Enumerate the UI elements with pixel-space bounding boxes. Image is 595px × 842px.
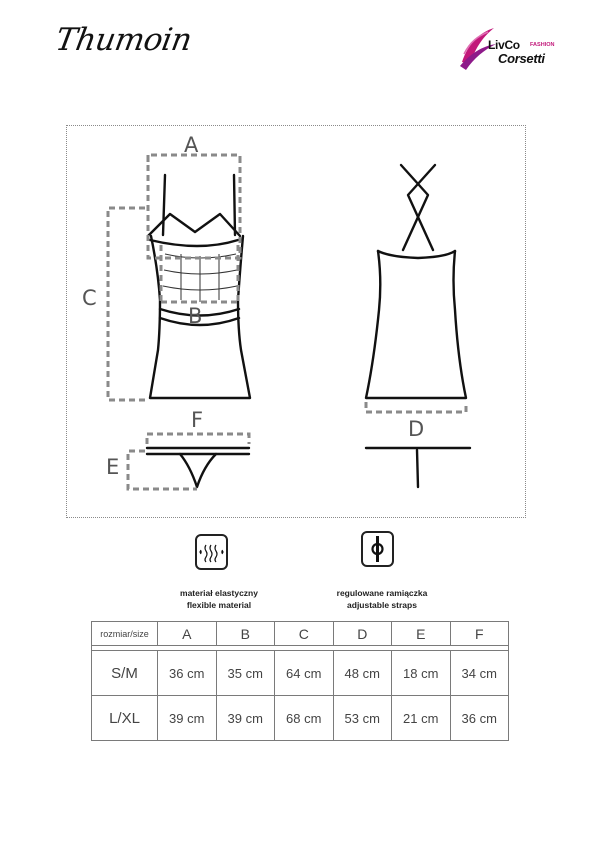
table-cell: 34 cm (450, 651, 509, 696)
table-row (92, 696, 509, 741)
table-cell: 48 cm (333, 651, 392, 696)
feature-caption-elastic (139, 587, 299, 611)
elastic-caption-en: flexible material (186, 600, 252, 610)
table-cell: 68 cm (275, 696, 334, 741)
table-cell: 21 cm (392, 696, 451, 741)
dimension-label-f: F (191, 408, 204, 432)
header-col-f: F (450, 622, 509, 646)
dimension-label-d: D (408, 417, 425, 441)
thong-drawing (147, 448, 249, 487)
header-col-d: D (333, 622, 392, 646)
header-col-b: B (216, 622, 275, 646)
product-name: Thumoin (52, 22, 195, 58)
straps-caption-en: adjustable straps (347, 600, 417, 610)
table-row (92, 651, 509, 696)
size-label: S/M (92, 651, 158, 696)
back-thong-drawing (366, 448, 470, 487)
size-table (91, 621, 509, 741)
straps-caption-pl: regulowane ramiączka (336, 588, 428, 598)
table-cell: 18 cm (392, 651, 451, 696)
header-size-column: rozmiar/size (92, 622, 158, 646)
header-col-c: C (275, 622, 334, 646)
brand-line2: Corsetti (498, 51, 545, 66)
table-cell: 35 cm (216, 651, 275, 696)
brand-line1: LivCo (488, 38, 520, 52)
header-col-a: A (158, 622, 217, 646)
table-cell: 64 cm (275, 651, 334, 696)
dimension-label-e: E (106, 455, 120, 479)
table-cell: 39 cm (158, 696, 217, 741)
dimension-label-c: C (82, 286, 97, 310)
size-label: L/XL (92, 696, 158, 741)
back-chemise-drawing (366, 165, 466, 398)
dimension-label-b: B (188, 304, 203, 328)
size-table-header (92, 622, 509, 646)
elastic-caption-pl: materiał elastyczny (180, 588, 258, 598)
brand-fashion: FASHION (530, 42, 555, 48)
table-cell: 36 cm (450, 696, 509, 741)
adjustable-strap-icon (361, 531, 394, 567)
elastic-material-icon (195, 534, 228, 570)
header-col-e: E (392, 622, 451, 646)
table-cell: 53 cm (333, 696, 392, 741)
dimension-label-a: A (184, 133, 199, 157)
table-cell: 39 cm (216, 696, 275, 741)
table-cell: 36 cm (158, 651, 217, 696)
feature-caption-straps (302, 587, 462, 611)
